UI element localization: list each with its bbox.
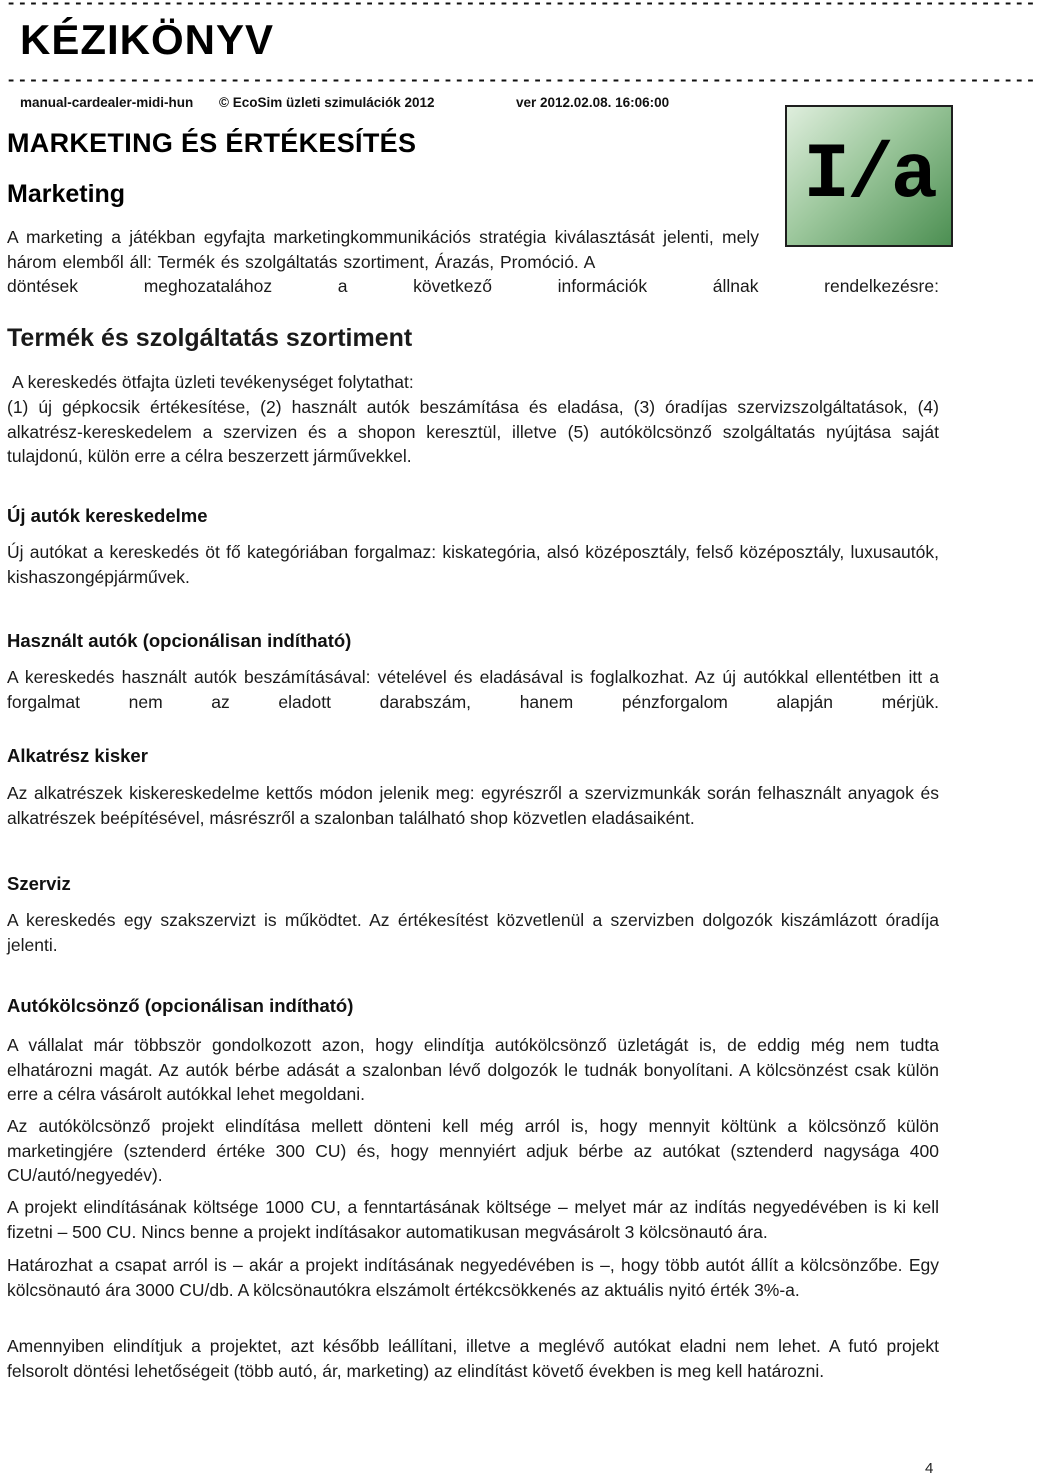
autokolcsonzo-p4: Határozhat a csapat arról is – akár a projekt indításának negyedévében is –, hogy több autót állít a kölcsönzőbe. Egy kölcsönautó ára 3000 CU/db. A kölcsönautókra elszámolt értékcsökkenés az aktuális nyitó érték 3%-a. bbox=[7, 1255, 939, 1300]
autokolcsonzo-p5: Amennyiben elindítjuk a projektet, azt később leállítani, illetve a meglévő autókat eladni nem lehet. A futó projekt felsorolt döntési lehetőségeit (több autó, ár, marketing) az elindítást követő években is meg kell határozni. bbox=[7, 1336, 939, 1381]
intro-word: állnak bbox=[712, 276, 759, 296]
manual-title: KÉZIKÖNYV bbox=[20, 16, 275, 63]
page-number: 4 bbox=[925, 1460, 934, 1477]
alkatresz-heading: Alkatrész kisker bbox=[7, 745, 148, 766]
autokolcsonzo-p1: A vállalat már többször gondolkozott azon, hogy elindítja autókölcsönző üzletágát is, de eddig még nem tudta elhatározni magát. Az autók bérbe adását a szalonban lévő dolgozók le tudnák bonyolítani. A kölcsönzést csak külön erre a célra vásárolt autókkal lehet megoldani. bbox=[7, 1035, 939, 1104]
termek-body: (1) új gépkocsik értékesítése, (2) használt autók beszámítása és eladása, (3) óradíjas szervizszolgáltatások, (4) alkatrész-kereskedelem a szervizen és a shopon keresztül, illetve (5) autókölcsönző szolgáltatás nyújtása saját tulajdonú, külön erre a célra beszerzett járművekkel. bbox=[7, 397, 939, 466]
intro-word: döntések bbox=[7, 276, 79, 296]
intro-word: információk bbox=[557, 276, 648, 296]
doc-id: manual-cardealer-midi-hun bbox=[20, 95, 194, 110]
marketing-heading: Marketing bbox=[7, 180, 126, 208]
autokolcsonzo-p2: Az autókölcsönző projekt elindítása mellett dönteni kell még arról is, hogy mennyit költünk a kölcsönző külön marketingjére (sztenderd értéke 300 CU) és, hogy mennyiért adjuk bérbe az autókat (sztenderd nagysága 400 CU/autó/negyedév). bbox=[7, 1116, 939, 1185]
section-title: MARKETING ÉS ÉRTÉKESÍTÉS bbox=[7, 128, 417, 158]
uj-autok-body: Új autókat a kereskedés öt fő kategóriában forgalmaz: kiskategória, alsó középosztály, felső középosztály, luxusautók, kishaszongépjárművek. bbox=[7, 542, 939, 587]
chapter-badge bbox=[785, 105, 953, 247]
chapter-badge-label: I/a bbox=[803, 132, 935, 220]
autokolcsonzo-p3: A projekt elindításának költsége 1000 CU, a fenntartásának költsége – melyet már az indítás negyedévében is ki kell fizetni – 500 CU. Nincs benne a projekt indításakor automatikusan megvásárolt 3 kölcsönautó ára. bbox=[7, 1197, 939, 1242]
marketing-intro: A marketing a játékban egyfajta marketingkommunikációs stratégia kiválasztását jelenti, mely három elemből áll: Termék és szolgáltatás szortiment, Árazás, Promóció. A bbox=[7, 227, 759, 272]
header-rule-top: -------------------------------------------------------------------------------------------- bbox=[6, 0, 1037, 14]
hasznalt-body: A kereskedés használt autók beszámításával: vételével és eladásával is foglalkozhat. Az új autókkal ellentétben itt a forgalmat nem az eladott darabszám, hanem pénzforgalom alapján mérjük. bbox=[7, 667, 939, 712]
termek-heading: Termék és szolgáltatás szortiment bbox=[7, 324, 413, 352]
alkatresz-body: Az alkatrészek kiskereskedelme kettős módon jelenik meg: egyrészről a szervizmunkák során felhasznált anyagok és alkatrészek beépítésével, másrészről a szalonban található shop közvetlen eladásaiként. bbox=[7, 783, 939, 828]
header-rule-bottom: -------------------------------------------------------------------------------------------- bbox=[6, 72, 1037, 91]
hasznalt-heading: Használt autók (opcionálisan indítható) bbox=[7, 630, 352, 651]
intro-word: következő bbox=[413, 276, 492, 296]
intro-word: rendelkezésre: bbox=[824, 276, 939, 296]
uj-autok-heading: Új autók kereskedelme bbox=[7, 505, 208, 526]
version: ver 2012.02.08. 16:06:00 bbox=[516, 95, 670, 110]
copyright: © EcoSim üzleti szimulációk 2012 bbox=[219, 95, 435, 110]
intro-word: a bbox=[337, 276, 348, 296]
szerviz-body: A kereskedés egy szakszervizt is működtet. Az értékesítést közvetlenül a szervizben dolgozók kiszámlázott óradíja jelenti. bbox=[7, 910, 939, 955]
intro-word: meghozatalához bbox=[143, 276, 273, 296]
marketing-intro-last-line bbox=[7, 274, 939, 299]
autokolcsonzo-heading: Autókölcsönző (opcionálisan indítható) bbox=[7, 995, 354, 1016]
termek-line1: A kereskedés ötfajta üzleti tevékenységet folytathat: bbox=[12, 372, 414, 392]
szerviz-heading: Szerviz bbox=[7, 873, 71, 894]
